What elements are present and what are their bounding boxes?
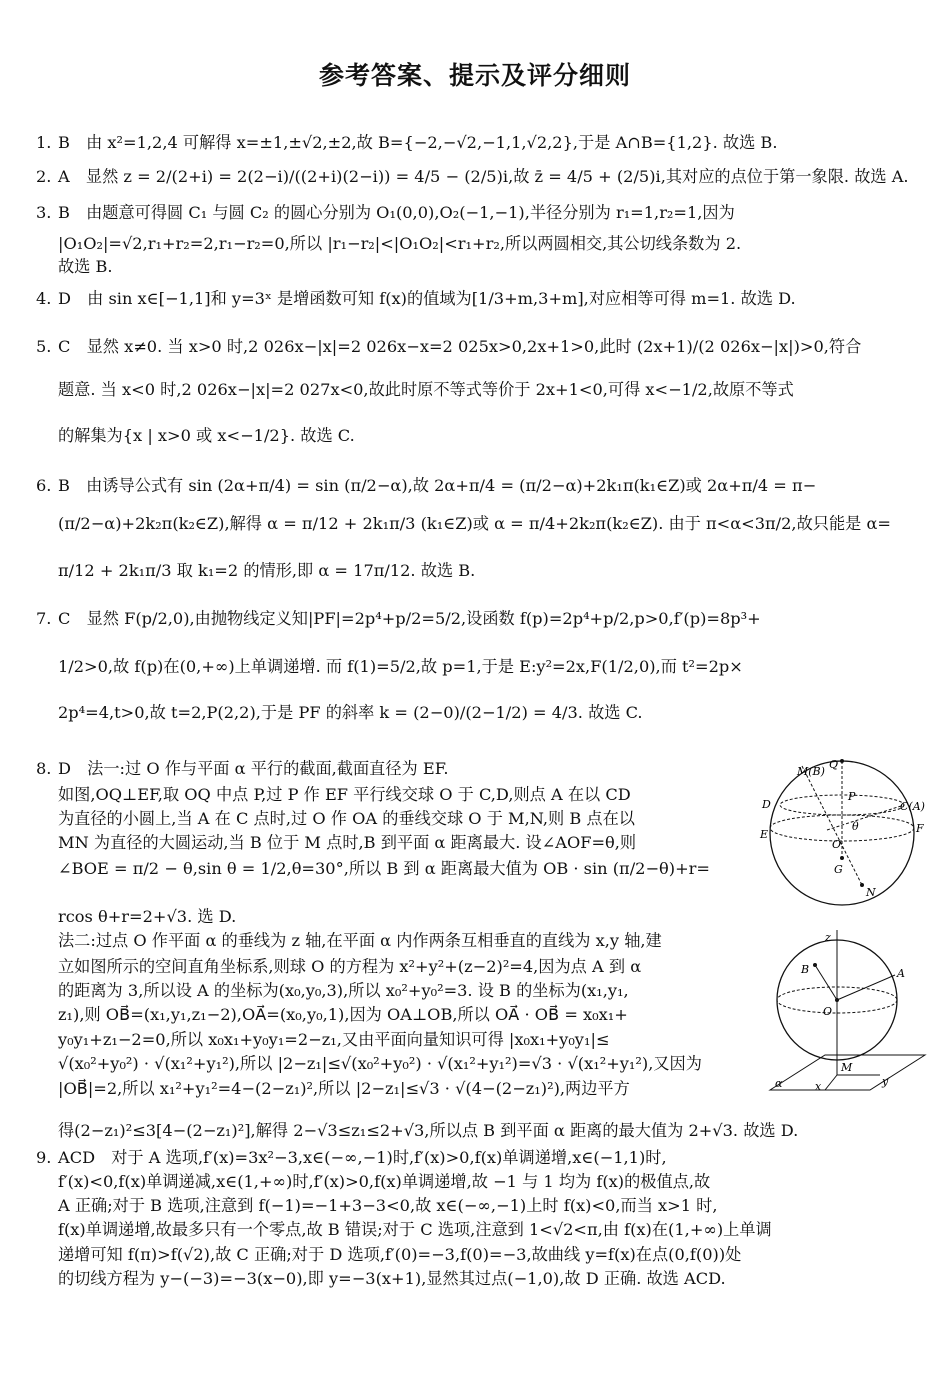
label-CA: C(A): [900, 800, 925, 813]
answer-text: A 正确;对于 B 选项,注意到 f(−1)=−1+3−3<0,故 x∈(−∞,−1)上时 f(x)<0,而当 x>1 时,: [58, 1196, 718, 1215]
answer-line: [58, 560, 475, 582]
answer-line: [58, 256, 113, 278]
answer-text: (π/2−α)+2k₂π(k₂∈Z),解得 α = π/12 + 2k₁π/3 (k₁∈Z)或 α = π/4+2k₂π(k₂∈Z). 由于 π<α<3π/2,故只能是 α=: [58, 514, 891, 533]
answer-text: MN 为直径的大圆运动,当 B 位于 M 点时,B 到平面 α 距离最大. 设∠AOF=θ,则: [58, 833, 637, 852]
answer-line: [58, 1004, 628, 1026]
answer-text: 的解集为{x | x>0 或 x<−1/2}. 故选 C.: [58, 426, 355, 445]
answer-text: D 法一:过 O 作与平面 α 平行的截面,截面直径为 EF.: [58, 759, 449, 778]
label-M: M: [841, 1061, 853, 1074]
answer-line: [36, 132, 777, 154]
answer-line: [58, 930, 662, 952]
answer-text: C 显然 x≠0. 当 x>0 时,2 026x−|x|=2 026x−x=2 025x>0,2x+1>0,此时 (2x+1)/(2 026x−|x|)>0,符合: [58, 337, 862, 356]
answer-text: rcos θ+r=2+√3. 选 D.: [58, 907, 237, 926]
answer-text: B 由诱导公式有 sin (2α+π/4) = sin (π/2−α),故 2α+π/4 = (π/2−α)+2k₁π(k₁∈Z)或 2α+π/4 = π−: [58, 476, 817, 495]
answer-text: f′(x)<0,f(x)单调递减,x∈(1,+∞)时,f′(x)>0,f(x)单调递增,故 −1 与 1 均为 f(x)的极值点,故: [58, 1172, 711, 1191]
answer-text: ACD 对于 A 选项,f′(x)=3x²−3,x∈(−∞,−1)时,f′(x)>0,f(x)单调递增,x∈(−1,1)时,: [58, 1148, 667, 1167]
label-E: E: [760, 828, 769, 841]
answer-text: 故选 B.: [58, 257, 113, 276]
answer-text: 得(2−z₁)²≤3[4−(2−z₁)²],解得 2−√3≤z₁≤2+√3,所以点 B 到平面 α 距离的最大值为 2+√3. 故选 D.: [58, 1121, 799, 1140]
answer-text: B 由题意可得圆 C₁ 与圆 C₂ 的圆心分别为 O₁(0,0),O₂(−1,−1),半径分别为 r₁=1,r₂=1,因为: [58, 203, 735, 222]
answer-line: [58, 858, 710, 880]
answer-text: 2p⁴=4,t>0,故 t=2,P(2,2),于是 PF 的斜率 k = (2−0)/(2−1/2) = 4/3. 故选 C.: [58, 703, 643, 722]
answer-text: A 显然 z = 2/(2+i) = 2(2−i)/((2+i)(2−i)) = 4/5 − (2/5)i,故 z̄ = 4/5 + (2/5)i,其对应的点位于第一象限. 故选 A.: [58, 167, 909, 186]
answer-line: [36, 475, 816, 497]
answer-line: [58, 832, 636, 854]
answer-line: [36, 1147, 667, 1169]
label-D: D: [762, 798, 771, 811]
answer-line: [58, 784, 631, 806]
page-title: 参考答案、提示及评分细则: [318, 61, 631, 90]
question-number: 9.: [36, 1148, 52, 1167]
label-x: x: [815, 1080, 822, 1093]
question-number: 6.: [36, 476, 52, 495]
label-O: O: [832, 838, 842, 851]
label-A: A: [897, 967, 905, 980]
answer-text: |OB⃗|=2,所以 x₁²+y₁²=4−(2−z₁)²,所以 |2−z₁|≤√3 · √(4−(2−z₁)²),两边平方: [58, 1079, 630, 1098]
answer-line: [58, 1171, 710, 1193]
label-G: G: [834, 863, 843, 876]
answer-text: π/12 + 2k₁π/3 取 k₁=2 的情形,即 α = 17π/12. 故选 B.: [58, 561, 476, 580]
answer-line: [36, 166, 909, 188]
answer-line: [58, 1120, 798, 1142]
answer-text: 的切线方程为 y−(−3)=−3(x−0),即 y=−3(x+1),显然其过点(−1,0),故 D 正确. 故选 ACD.: [58, 1269, 726, 1288]
label-F: F: [916, 822, 924, 835]
answer-line: [36, 758, 449, 780]
label-MB: M(B): [797, 765, 825, 778]
answer-line: [58, 425, 355, 447]
answer-text: √(x₀²+y₀²) · √(x₁²+y₁²),所以 |2−z₁|≤√(x₀²+y₀²) · √(x₁²+y₁²)=√3 · √(x₁²+y₁²),又因为: [58, 1054, 702, 1073]
answer-line: [58, 1219, 772, 1241]
label-Q: Q: [829, 758, 839, 771]
label-B: B: [801, 963, 810, 976]
answer-line: [58, 379, 794, 401]
sphere-figure-1: [762, 758, 927, 908]
sphere-figure-2: [765, 925, 930, 1095]
label-O: O: [823, 1005, 833, 1018]
answer-line: [58, 702, 643, 724]
question-number: 2.: [36, 167, 52, 186]
answer-line: [58, 980, 629, 1002]
answer-line: [58, 656, 743, 678]
answer-line: [36, 288, 796, 310]
answer-line: [58, 513, 891, 535]
answer-line: [58, 1029, 609, 1051]
answer-text: 如图,OQ⊥EF,取 OQ 中点 P,过 P 作 EF 平行线交球 O 于 C,D,则点 A 在以 CD: [58, 785, 631, 804]
label-y: y: [882, 1075, 889, 1088]
answer-line: [58, 1053, 702, 1075]
question-number: 3.: [36, 203, 52, 222]
answer-line: [36, 336, 861, 358]
label-N: N: [866, 886, 876, 899]
answer-text: y₀y₁+z₁−2=0,所以 x₀x₁+y₀y₁=2−z₁,又由平面向量知识可得 |x₀x₁+y₀y₁|≤: [58, 1030, 610, 1049]
question-number: 1.: [36, 133, 52, 152]
label-P: P: [848, 790, 856, 803]
answer-text: 递增可知 f(π)>f(√2),故 C 正确;对于 D 选项,f′(0)=−3,f(0)=−3,故曲线 y=f(x)在点(0,f(0))处: [58, 1245, 742, 1264]
question-number: 8.: [36, 759, 52, 778]
answer-text: D 由 sin x∈[−1,1]和 y=3ˣ 是增函数可知 f(x)的值域为[1/3+m,3+m],对应相等可得 m=1. 故选 D.: [58, 289, 796, 308]
question-number: 4.: [36, 289, 52, 308]
answer-line: [36, 202, 735, 224]
answer-line: [58, 956, 641, 978]
answer-line: [58, 1078, 630, 1100]
question-number: 7.: [36, 609, 52, 628]
answer-line: [58, 808, 635, 830]
answer-text: B 由 x²=1,2,4 可解得 x=±1,±√2,±2,故 B={−2,−√2,−1,1,√2,2},于是 A∩B={1,2}. 故选 B.: [58, 133, 778, 152]
answer-line: [58, 1244, 741, 1266]
label-alpha: α: [775, 1077, 783, 1090]
answer-text: 题意. 当 x<0 时,2 026x−|x|=2 027x<0,故此时原不等式等价于 2x+1<0,可得 x<−1/2,故原不等式: [58, 380, 794, 399]
answer-text: 的距离为 3,所以设 A 的坐标为(x₀,y₀,3),所以 x₀²+y₀²=3. 设 B 的坐标为(x₁,y₁,: [58, 981, 629, 1000]
answer-text: |O₁O₂|=√2,r₁+r₂=2,r₁−r₂=0,所以 |r₁−r₂|<|O₁O₂|<r₁+r₂,所以两圆相交,其公切线条数为 2.: [58, 234, 742, 253]
label-z: z: [825, 931, 831, 944]
answer-line: [58, 1195, 718, 1217]
answer-text: 立如图所示的空间直角坐标系,则球 O 的方程为 x²+y²+(z−2)²=4,因为点 A 到 α: [58, 957, 642, 976]
answer-text: z₁),则 OB⃗=(x₁,y₁,z₁−2),OA⃗=(x₀,y₀,1),因为 OA⊥OB,所以 OA⃗ · OB⃗ = x₀x₁+: [58, 1005, 628, 1024]
answer-text: 1/2>0,故 f(p)在(0,+∞)上单调递增. 而 f(1)=5/2,故 p=1,于是 E:y²=2x,F(1/2,0),而 t²=2p×: [58, 657, 743, 676]
answer-line: [58, 906, 236, 928]
question-number: 5.: [36, 337, 52, 356]
answer-text: 为直径的小圆上,当 A 在 C 点时,过 O 作 OA 的垂线交球 O 于 M,N,则 B 点在以: [58, 809, 635, 828]
answer-line: [58, 1268, 726, 1290]
answer-text: C 显然 F(p/2,0),由抛物线定义知|PF|=2p⁴+p/2=5/2,设函数 f(p)=2p⁴+p/2,p>0,f′(p)=8p³+: [58, 609, 761, 628]
answer-text: ∠BOE = π/2 − θ,sin θ = 1/2,θ=30°,所以 B 到 α 距离最大值为 OB · sin (π/2−θ)+r=: [58, 859, 710, 878]
answer-text: 法二:过点 O 作平面 α 的垂线为 z 轴,在平面 α 内作两条互相垂直的直线为 x,y 轴,建: [58, 931, 662, 950]
answer-text: f(x)单调递增,故最多只有一个零点,故 B 错误;对于 C 选项,注意到 1<√2<π,由 f(x)在(1,+∞)上单调: [58, 1220, 772, 1239]
answer-line: [36, 608, 761, 630]
label-theta: θ: [852, 820, 859, 833]
answer-line: [58, 233, 741, 255]
